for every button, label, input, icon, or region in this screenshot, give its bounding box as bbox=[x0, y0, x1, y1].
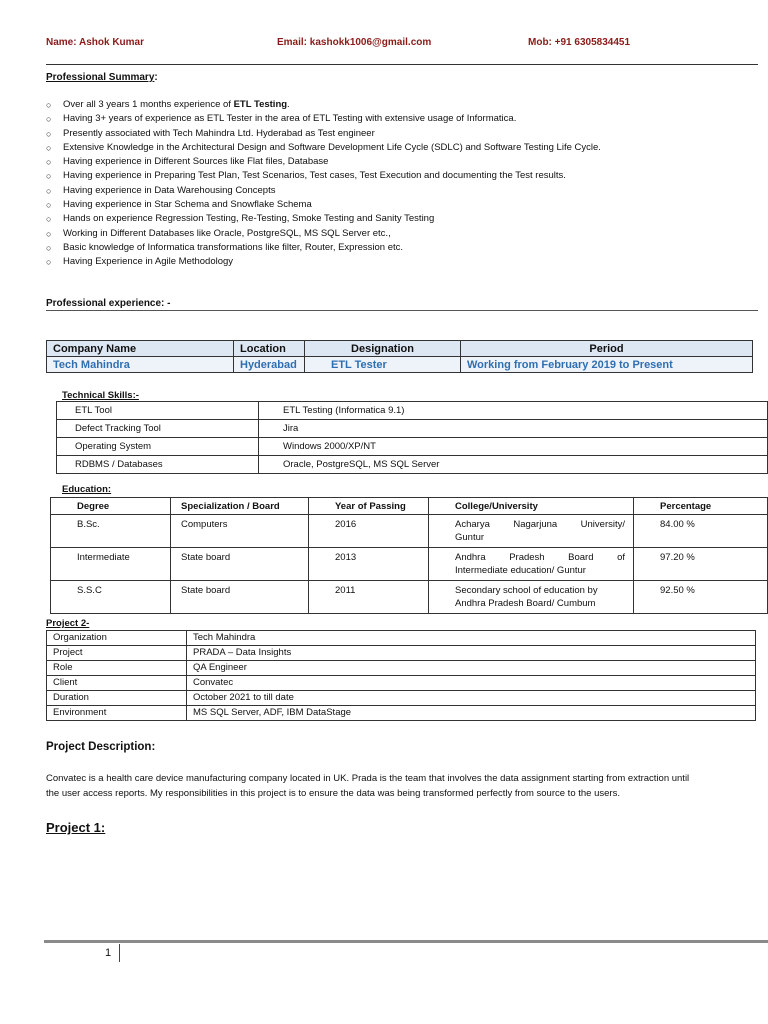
summary-item-text: Having 3+ years of experience as ETL Tester in the area of ETL Testing with extensive usage of Informatica. bbox=[63, 113, 517, 125]
education-row bbox=[51, 581, 768, 614]
summary-item bbox=[46, 98, 601, 112]
edu-spec: Computers bbox=[171, 515, 309, 548]
edu-college-line2: Intermediate education/ Guntur bbox=[455, 565, 586, 576]
col-location: Location bbox=[234, 341, 305, 357]
company-location: Hyderabad bbox=[234, 357, 305, 373]
summary-item-text: Basic knowledge of Informatica transformations like filter, Router, Expression etc. bbox=[63, 241, 404, 253]
project-row bbox=[47, 706, 756, 721]
bullet-circle-icon: ○ bbox=[46, 157, 52, 168]
candidate-mobile: Mob: +91 6305834451 bbox=[528, 37, 631, 48]
edu-spec: State board bbox=[171, 581, 309, 614]
bullet-circle-icon: ○ bbox=[46, 171, 52, 182]
edu-college-line2: Andhra Pradesh Board/ Cumbum bbox=[455, 598, 596, 609]
project-row bbox=[47, 661, 756, 676]
bullet-circle-icon: ○ bbox=[46, 185, 52, 196]
col-designation: Designation bbox=[305, 341, 461, 357]
project-value: MS SQL Server, ADF, IBM DataStage bbox=[187, 706, 756, 721]
page-number: 1 bbox=[105, 947, 112, 959]
summary-item bbox=[46, 241, 601, 255]
summary-item bbox=[46, 127, 601, 141]
project-value: Tech Mahindra bbox=[187, 631, 756, 646]
col-percentage: Percentage bbox=[634, 498, 768, 515]
education-header-row bbox=[51, 498, 768, 515]
project-label: Project bbox=[47, 646, 187, 661]
summary-item-text: Presently associated with Tech Mahindra Ltd. Hyderabad as Test engineer bbox=[63, 127, 375, 139]
summary-title: Professional Summary bbox=[46, 72, 155, 83]
company-period: Working from February 2019 to Present bbox=[461, 357, 753, 373]
summary-item-text: Hands on experience Regression Testing, Re-Testing, Smoke Testing and Sanity Testing bbox=[63, 213, 435, 225]
description-line1: Convatec is a health care device manufacturing company located in UK. Prada is the team that involves the data assignment starting from extraction until bbox=[46, 773, 690, 784]
company-table-header bbox=[47, 341, 753, 357]
education-heading: Education: bbox=[62, 484, 112, 495]
col-company-name: Company Name bbox=[47, 341, 234, 357]
header-divider bbox=[46, 64, 758, 65]
bullet-circle-icon: ○ bbox=[46, 257, 52, 268]
col-college: College/University bbox=[429, 498, 634, 515]
summary-heading bbox=[46, 72, 158, 83]
summary-item-text: Extensive Knowledge in the Architectural Design and Software Development Life Cycle (SDLC) and Software Testing Life Cycle. bbox=[63, 141, 601, 153]
edu-percentage: 97.20 % bbox=[634, 548, 768, 581]
project-value: October 2021 to till date bbox=[187, 691, 756, 706]
edu-college bbox=[429, 548, 634, 581]
edu-year: 2013 bbox=[309, 548, 429, 581]
edu-year: 2011 bbox=[309, 581, 429, 614]
col-specialization: Specialization / Board bbox=[171, 498, 309, 515]
skill-label: Defect Tracking Tool bbox=[57, 420, 259, 438]
description-text bbox=[46, 771, 758, 801]
footer-separator bbox=[119, 944, 120, 962]
edu-degree: Intermediate bbox=[51, 548, 171, 581]
skill-label: Operating System bbox=[57, 438, 259, 456]
edu-college bbox=[429, 581, 634, 614]
project-label: Organization bbox=[47, 631, 187, 646]
skill-row bbox=[57, 420, 768, 438]
summary-item-text: Having experience in Data Warehousing Concepts bbox=[63, 184, 276, 196]
description-heading: Project Description: bbox=[46, 741, 156, 753]
summary-item bbox=[46, 212, 601, 226]
candidate-name: Name: Ashok Kumar bbox=[46, 37, 144, 48]
summary-item-text: Having experience in Preparing Test Plan, Test Scenarios, Test cases, Test Execution and documenting the Test results. bbox=[63, 170, 566, 182]
summary-item bbox=[46, 184, 601, 198]
summary-item-text: Having Experience in Agile Methodology bbox=[63, 256, 234, 268]
project-value: PRADA – Data Insights bbox=[187, 646, 756, 661]
experience-divider bbox=[46, 310, 758, 311]
bullet-circle-icon: ○ bbox=[46, 200, 52, 211]
bullet-circle-icon: ○ bbox=[46, 242, 52, 253]
skill-value: Windows 2000/XP/NT bbox=[259, 438, 768, 456]
project-row bbox=[47, 646, 756, 661]
summary-item-emphasis: ETL Testing bbox=[233, 99, 288, 110]
project-row bbox=[47, 676, 756, 691]
summary-item bbox=[46, 141, 601, 155]
edu-college-line1: Acharya Nagarjuna University/ bbox=[455, 519, 625, 530]
footer-rule bbox=[44, 940, 768, 943]
skill-row bbox=[57, 456, 768, 474]
skill-value: Jira bbox=[259, 420, 768, 438]
skills-heading: Technical Skills:- bbox=[62, 390, 139, 401]
skills-table bbox=[56, 401, 768, 474]
skill-label: ETL Tool bbox=[57, 402, 259, 420]
col-period: Period bbox=[461, 341, 753, 357]
summary-item-suffix: . bbox=[287, 99, 290, 110]
education-row bbox=[51, 548, 768, 581]
bullet-circle-icon: ○ bbox=[46, 214, 52, 225]
summary-item-text: Working in Different Databases like Oracle, PostgreSQL, MS SQL Server etc., bbox=[63, 227, 391, 239]
description-line2: the user access reports. My responsibilities in this project is to ensure the data was being transformed perfectly from source to the users. bbox=[46, 788, 620, 799]
summary-item bbox=[46, 112, 601, 126]
project-value: Convatec bbox=[187, 676, 756, 691]
col-year: Year of Passing bbox=[309, 498, 429, 515]
bullet-circle-icon: ○ bbox=[46, 228, 52, 239]
company-row bbox=[47, 357, 753, 373]
skill-value: Oracle, PostgreSQL, MS SQL Server bbox=[259, 456, 768, 474]
edu-spec: State board bbox=[171, 548, 309, 581]
edu-degree: S.S.C bbox=[51, 581, 171, 614]
project1-heading: Project 1: bbox=[46, 820, 106, 835]
bullet-circle-icon: ○ bbox=[46, 142, 52, 153]
edu-percentage: 84.00 % bbox=[634, 515, 768, 548]
skill-value: ETL Testing (Informatica 9.1) bbox=[259, 402, 768, 420]
bullet-circle-icon: ○ bbox=[46, 114, 52, 125]
edu-degree: B.Sc. bbox=[51, 515, 171, 548]
experience-heading: Professional experience: - bbox=[46, 298, 171, 309]
bullet-circle-icon: ○ bbox=[46, 100, 52, 110]
project-label: Client bbox=[47, 676, 187, 691]
summary-item bbox=[46, 255, 601, 269]
project-value: QA Engineer bbox=[187, 661, 756, 676]
summary-item bbox=[46, 198, 601, 212]
summary-item-text: Over all 3 years 1 months experience of bbox=[63, 99, 234, 110]
project2-heading: Project 2- bbox=[46, 618, 90, 629]
summary-item bbox=[46, 155, 601, 169]
summary-item bbox=[46, 169, 601, 183]
summary-item-text: Having experience in Different Sources like Flat files, Database bbox=[63, 156, 329, 168]
project-label: Role bbox=[47, 661, 187, 676]
project-label: Duration bbox=[47, 691, 187, 706]
skill-row bbox=[57, 438, 768, 456]
company-table bbox=[46, 340, 753, 373]
skill-row bbox=[57, 402, 768, 420]
education-row bbox=[51, 515, 768, 548]
edu-college-line1: Secondary school of education by bbox=[455, 585, 598, 596]
summary-title-colon: : bbox=[154, 72, 158, 83]
edu-college bbox=[429, 515, 634, 548]
project-row bbox=[47, 631, 756, 646]
col-degree: Degree bbox=[51, 498, 171, 515]
bullet-circle-icon: ○ bbox=[46, 128, 52, 139]
summary-list bbox=[46, 98, 601, 270]
company-name: Tech Mahindra bbox=[47, 357, 234, 373]
skill-label: RDBMS / Databases bbox=[57, 456, 259, 474]
candidate-email: Email: kashokk1006@gmail.com bbox=[277, 37, 432, 48]
edu-college-line2: Guntur bbox=[455, 532, 485, 543]
edu-college-line1: Andhra Pradesh Board of bbox=[455, 552, 625, 563]
summary-item bbox=[46, 227, 601, 241]
company-designation: ETL Tester bbox=[305, 357, 461, 373]
project2-table bbox=[46, 630, 756, 721]
summary-item-text: Having experience in Star Schema and Snowflake Schema bbox=[63, 199, 312, 211]
education-table bbox=[50, 497, 768, 614]
project-row bbox=[47, 691, 756, 706]
edu-year: 2016 bbox=[309, 515, 429, 548]
project-label: Environment bbox=[47, 706, 187, 721]
edu-percentage: 92.50 % bbox=[634, 581, 768, 614]
